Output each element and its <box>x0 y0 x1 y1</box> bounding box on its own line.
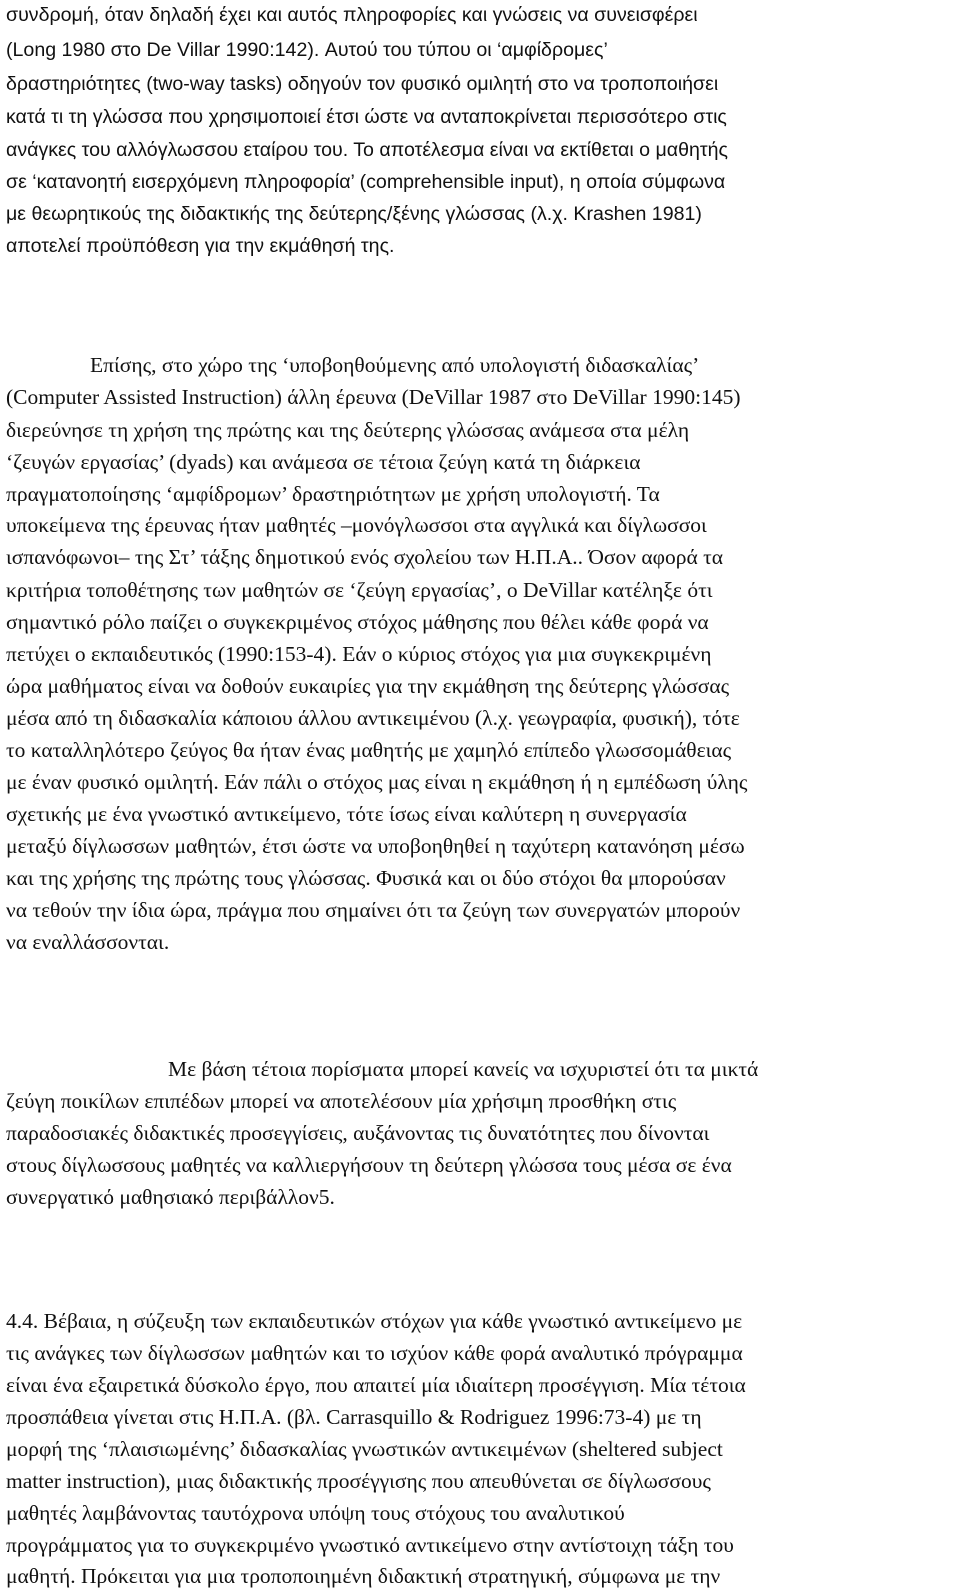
text-line: τις ανάγκες των δίγλωσσων μαθητών και το ισχύον κάθε φορά αναλυτικό πρόγραμμα <box>6 1341 743 1365</box>
text-line: πετύχει ο εκπαιδευτικός (1990:153-4). Εάν ο κύριος στόχος για μια συγκεκριμένη <box>6 642 712 666</box>
text-line: σημαντικό ρόλο παίζει ο συγκεκριμένος στόχος μάθησης που θέλει κάθε φορά να <box>6 610 709 634</box>
text-line: μορφή της ‘πλαισιωμένης’ διδασκαλίας γνωστικών αντικειμένων (sheltered subject <box>6 1437 723 1461</box>
text-line: υποκείμενα της έρευνας ήταν μαθητές –μονόγλωσσοι στα αγγλικά και δίγλωσσοι <box>6 513 707 537</box>
text-line: Επίσης, στο χώρο της ‘υποβοηθούμενης από υπολογιστή διδασκαλίας’ <box>90 353 700 377</box>
text-line: προσπάθεια γίνεται στις Η.Π.Α. (βλ. Carrasquillo & Rodriguez 1996:73-4) με τη <box>6 1405 702 1429</box>
text-line: κατά τι τη γλώσσα που χρησιμοποιεί έτσι ώστε να ανταποκρίνεται περισσότερο στις <box>6 106 727 128</box>
text-line: στους δίγλωσσους μαθητές να καλλιεργήσουν τη δεύτερη γλώσσα τους μέσα σε ένα <box>6 1153 732 1177</box>
text-line: με θεωρητικούς της διδακτικής της δεύτερης/ξένης γλώσσας (λ.χ. Krashen 1981) <box>6 203 702 225</box>
text-line: το καταλληλότερο ζεύγος θα ήταν ένας μαθητής με χαμηλό επίπεδο γλωσσομάθειας <box>6 738 732 762</box>
text-line: και της χρήσης της πρώτης τους γλώσσας. Φυσικά και οι δύο στόχοι θα μπορούσαν <box>6 866 726 890</box>
text-line: matter instruction), μιας διδακτικής προσέγγισης που απευθύνεται σε δίγλωσσους <box>6 1469 711 1493</box>
text-line: συνεργατικό μαθησιακό περιβάλλον5. <box>6 1185 335 1209</box>
text-line: πραγματοποίησης ‘αμφίδρομων’ δραστηριότητων με χρήση υπολογιστή. Τα <box>6 482 660 506</box>
text-line: ανάγκες του αλλόγλωσσου εταίρου του. Το αποτέλεσμα είναι να εκτίθεται ο μαθητής <box>6 139 728 161</box>
text-line: διερεύνησε τη χρήση της πρώτης και της δεύτερης γλώσσας ανάμεσα στα μέλη <box>6 418 690 442</box>
text-line: με έναν φυσικό ομιλητή. Εάν πάλι ο στόχος μας είναι η εκμάθηση ή η εμπέδωση ύλης <box>6 770 748 794</box>
text-line: μαθητές λαμβάνοντας ταυτόχρονα υπόψη τους στόχους του αναλυτικού <box>6 1501 625 1525</box>
text-line: μαθητή. Πρόκειται για μια τροποποιημένη διδακτική στρατηγική, σύμφωνα με την <box>6 1564 721 1588</box>
text-line: παραδοσιακές διδακτικές προσεγγίσεις, αυξάνοντας τις δυνατότητες που δίνονται <box>6 1121 710 1145</box>
text-line: ‘ζευγών εργασίας’ (dyads) και ανάμεσα σε τέτοια ζεύγη κατά τη διάρκεια <box>6 450 641 474</box>
text-line: ζεύγη ποικίλων επιπέδων μπορεί να αποτελέσουν μία χρήσιμη προσθήκη στις <box>6 1089 677 1113</box>
text-line: προγράμματος για το συγκεκριμένο γνωστικό αντικείμενο στην αντίστοιχη τάξη του <box>6 1533 734 1557</box>
text-line: να τεθούν την ίδια ώρα, πράγμα που σημαίνει ότι τα ζεύγη των συνεργατών μπορούν <box>6 898 741 922</box>
text-line: κριτήρια τοποθέτησης των μαθητών σε ‘ζεύγη εργασίας’, ο DeVillar κατέληξε ότι <box>6 578 713 602</box>
text-line: είναι ένα εξαιρετικά δύσκολο έργο, που απαιτεί μία ιδιαίτερη προσέγγιση. Μία τέτοια <box>6 1373 746 1397</box>
text-line: να εναλλάσσονται. <box>6 930 170 954</box>
text-line: σχετικής με ένα γνωστικό αντικείμενο, τότε ίσως είναι καλύτερη η συνεργασία <box>6 802 687 826</box>
text-line: 4.4. Βέβαια, η σύζευξη των εκπαιδευτικών στόχων για κάθε γνωστικό αντικείμενο με <box>6 1309 743 1333</box>
text-line: μεταξύ δίγλωσσων μαθητών, έτσι ώστε να υποβοηθηθεί η ταχύτερη κατανόηση μέσω <box>6 834 745 858</box>
text-line: (Computer Assisted Instruction) άλλη έρευνα (DeVillar 1987 στο DeVillar 1990:145) <box>6 385 741 409</box>
text-line: δραστηριότητες (two-way tasks) οδηγούν τον φυσικό ομιλητή στο να τροποποιήσει <box>6 73 719 95</box>
text-line: μέσα από τη διδασκαλία κάποιου άλλου αντικειμένου (λ.χ. γεωγραφία, φυσική), τότε <box>6 706 740 730</box>
text-line: ώρα μαθήματος είναι να δοθούν ευκαιρίες για την εκμάθηση της δεύτερης γλώσσας <box>6 674 730 698</box>
text-line: (Long 1980 στο De Villar 1990:142). Αυτού του τύπου οι ‘αμφίδρομες’ <box>6 39 608 61</box>
text-line: Με βάση τέτοια πορίσματα μπορεί κανείς να ισχυριστεί ότι τα μικτά <box>168 1057 759 1081</box>
text-line: σε ‘κατανοητή εισερχόμενη πληροφορία’ (comprehensible input), η οποία σύμφωνα <box>6 171 726 193</box>
text-line: αποτελεί προϋπόθεση για την εκμάθησή της. <box>6 235 395 257</box>
text-line: ισπανόφωνοι– της Στ’ τάξης δημοτικού ενός σχολείου των Η.Π.Α.. Όσον αφορά τα <box>6 545 724 569</box>
text-line: συνδρομή, όταν δηλαδή έχει και αυτός πληροφορίες και γνώσεις να συνεισφέρει <box>6 4 698 26</box>
